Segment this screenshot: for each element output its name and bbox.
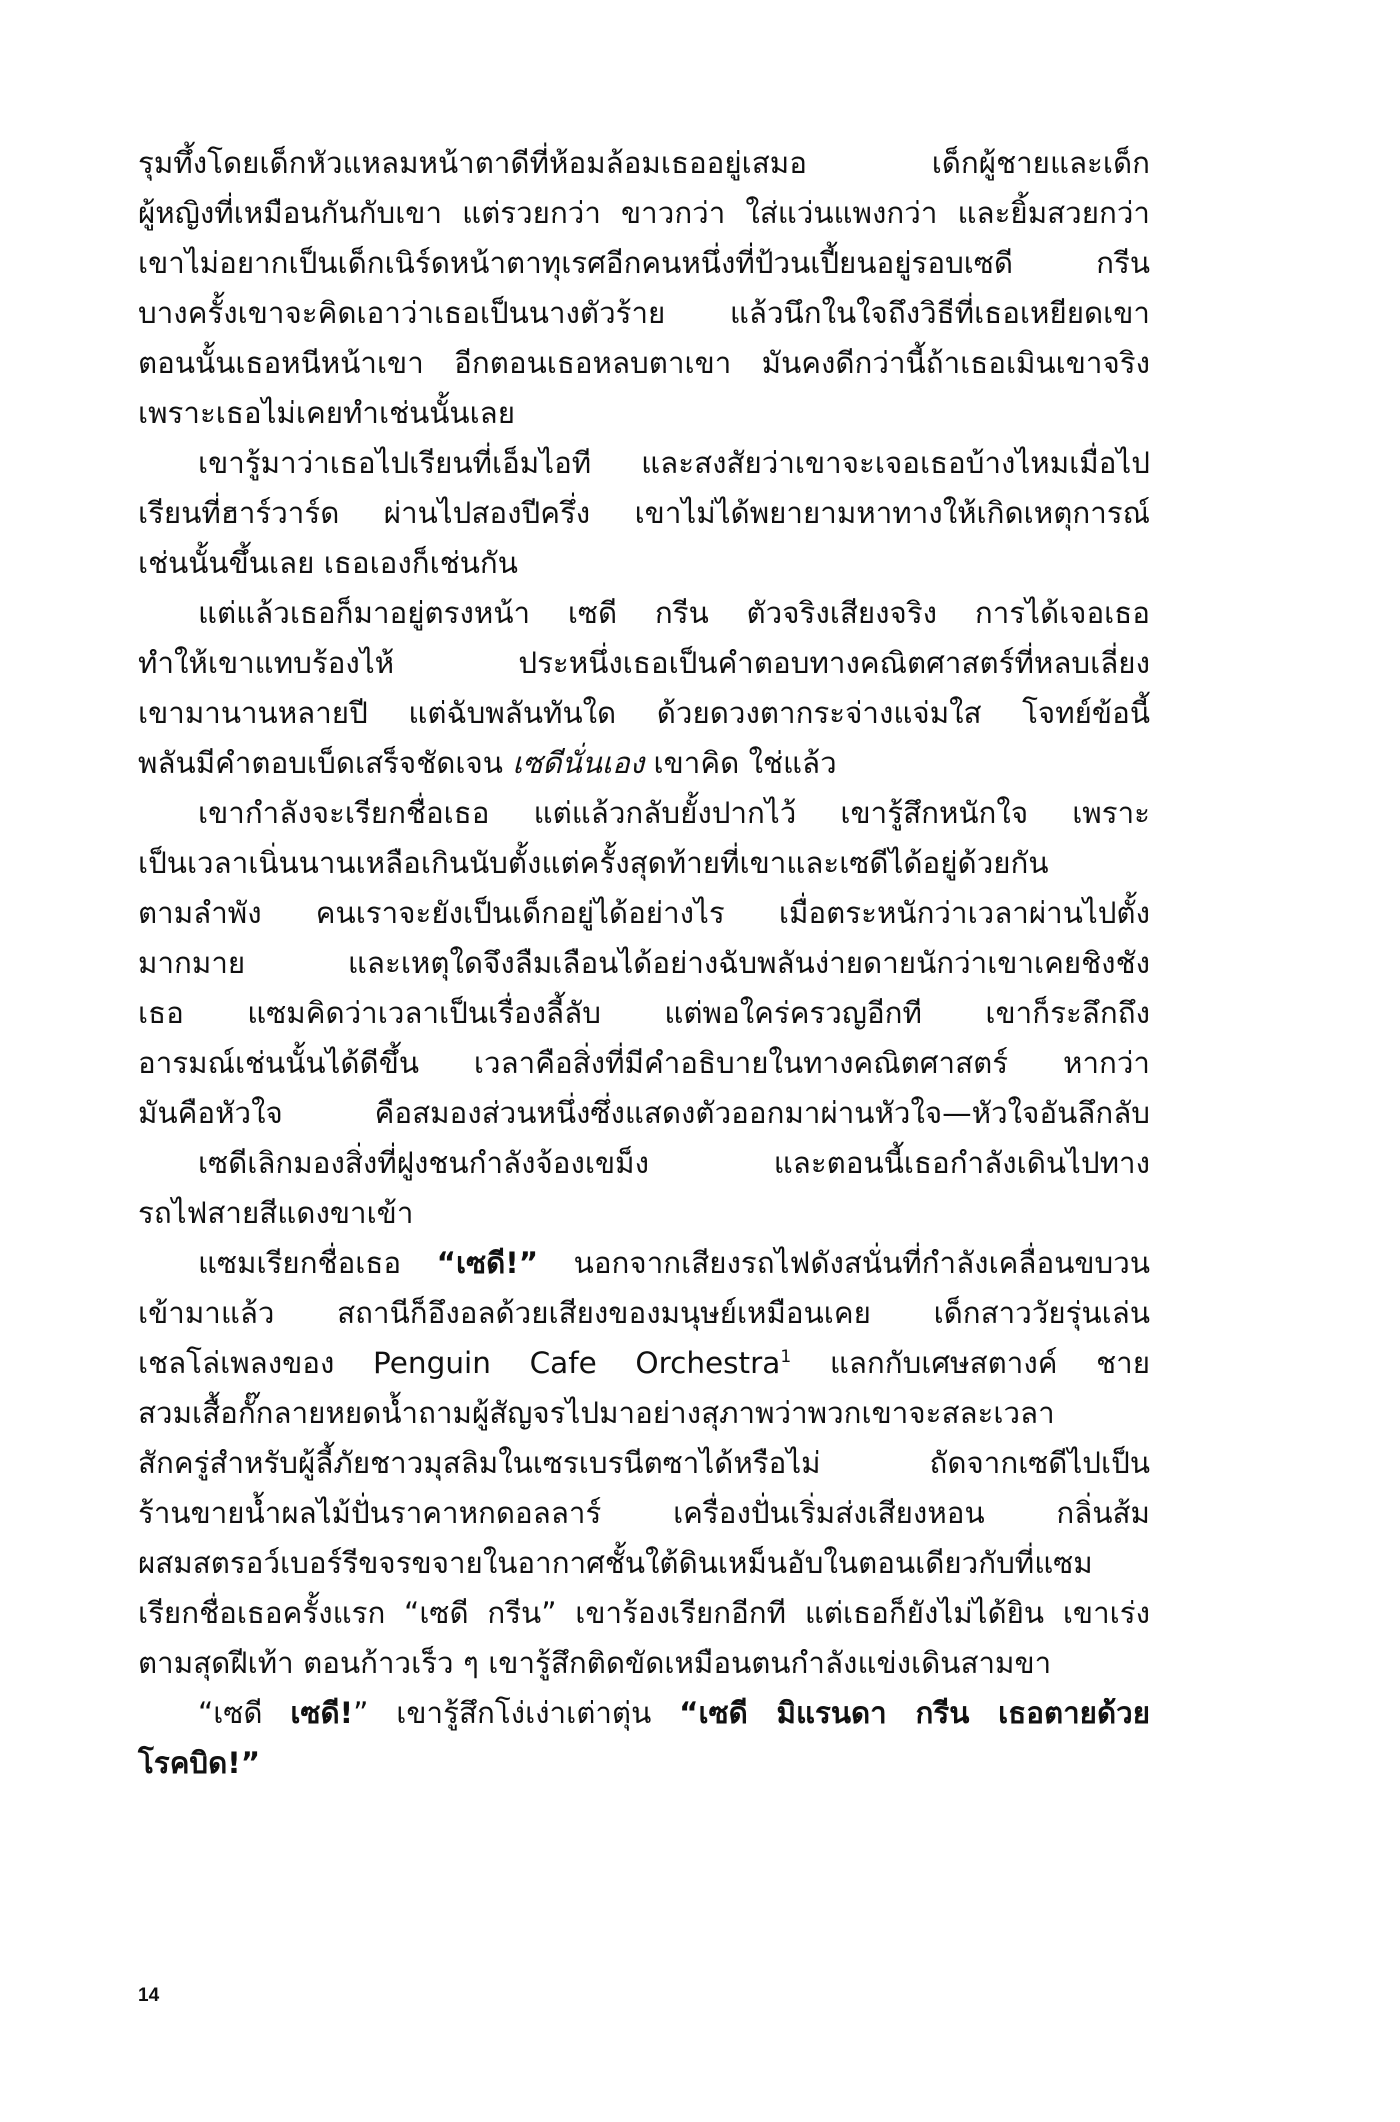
text-line: ผสมสตรอว์เบอร์รีขจรขจายในอากาศชั้นใต้ดินเหม็นอับในตอนเดียวกับที่แซม [138,1546,1093,1580]
footnote-marker: 1 [780,1347,792,1368]
text-segment: นอกจากเสียงรถไฟดังสนั่นที่กำลังเคลื่อนขบวน [573,1246,1150,1280]
text-line: รถไฟสายสีแดงขาเข้า [138,1196,414,1230]
text-line: สวมเสื้อกั๊กลายหยดน้ำถามผู้สัญจรไปมาอย่างสุภาพว่าพวกเขาจะสละเวลา [138,1396,1055,1430]
paragraph-start-line: เขารู้มาว่าเธอไปเรียนที่เอ็มไอที และสงสัยว่าเขาจะเจอเธอบ้างไหมเมื่อไป [198,446,1150,480]
bold-shout: “เซดี!” [436,1246,539,1280]
text-line: เข้ามาแล้ว สถานีก็อึงอลด้วยเสียงของมนุษย์เหมือนเคย เด็กสาววัยรุ่นเล่น [138,1296,1150,1330]
text-line: ตามลำพัง คนเราจะยังเป็นเด็กอยู่ได้อย่างไร เมื่อตระหนักว่าเวลาผ่านไปตั้ง [138,896,1150,930]
text-segment: แลกกับเศษสตางค์ ชาย [829,1346,1150,1380]
text-line [138,738,1150,788]
text-line: เรียนที่ฮาร์วาร์ด ผ่านไปสองปีครึ่ง เขาไม่ได้พยายามหาทางให้เกิดเหตุการณ์ [138,496,1150,530]
paragraph-start-line [138,1238,1150,1288]
text-segment: เขาคิด ใช่แล้ว [653,746,837,780]
text-line: เป็นเวลาเนิ่นนานเหลือเกินนับตั้งแต่ครั้งสุดท้ายที่เขาและเซดีได้อยู่ด้วยกัน [138,846,1049,880]
text-line [138,1338,1150,1388]
text-line: เรียกชื่อเธอครั้งแรก “เซดี กรีน” เขาร้องเรียกอีกที แต่เธอก็ยังไม่ได้ยิน เขาเร่ง [138,1596,1150,1630]
text-line: ทำให้เขาแทบร้องไห้ ประหนึ่งเธอเป็นคำตอบทางคณิตศาสตร์ที่หลบเลี่ยง [138,646,1150,680]
text-segment: “เซดี [198,1696,263,1730]
text-line: รุมทึ้งโดยเด็กหัวแหลมหน้าตาดีที่ห้อมล้อมเธออยู่เสมอ เด็กผู้ชายและเด็ก [138,146,1150,180]
text-line: เช่นนั้นขึ้นเลย เธอเองก็เช่นกัน [138,546,518,580]
text-segment: ” เขารู้สึกโง่เง่าเต่าตุ่น [353,1696,652,1730]
paragraph-start-line: เซดีเลิกมองสิ่งที่ฝูงชนกำลังจ้องเขม็ง และตอนนี้เธอกำลังเดินไปทาง [198,1146,1150,1180]
text-line: ตามสุดฝีเท้า ตอนก้าวเร็ว ๆ เขารู้สึกติดขัดเหมือนตนกำลังแข่งเดินสามขา [138,1646,1052,1680]
page-number: 14 [138,1985,160,2006]
text-line: ผู้หญิงที่เหมือนกันกับเขา แต่รวยกว่า ขาวกว่า ใส่แว่นแพงกว่า และยิ้มสวยกว่า [138,196,1150,230]
text-line: บางครั้งเขาจะคิดเอาว่าเธอเป็นนางตัวร้าย แล้วนึกในใจถึงวิธีที่เธอเหยียดเขา [138,296,1150,330]
text-line: อารมณ์เช่นนั้นได้ดีขึ้น เวลาคือสิ่งที่มีคำอธิบายในทางคณิตศาสตร์ หากว่า [138,1046,1150,1080]
text-line: เขามานานหลายปี แต่ฉับพลันทันใด ด้วยดวงตากระจ่างแจ่มใส โจทย์ข้อนี้ [138,696,1150,730]
text-segment: เชลโล่เพลงของ Penguin Cafe Orchestra [138,1346,781,1380]
text-line: ร้านขายน้ำผลไม้ปั่นราคาหกดอลลาร์ เครื่องปั่นเริ่มส่งเสียงหอน กลิ่นส้ม [138,1496,1150,1530]
paragraph-start-line: เขากำลังจะเรียกชื่อเธอ แต่แล้วกลับยั้งปากไว้ เขารู้สึกหนักใจ เพราะ [198,796,1150,830]
text-segment: แซมเรียกชื่อเธอ [198,1246,402,1280]
paragraph-start-line: แต่แล้วเธอก็มาอยู่ตรงหน้า เซดี กรีน ตัวจริงเสียงจริง การได้เจอเธอ [198,596,1150,630]
text-line: มากมาย และเหตุใดจึงลืมเลือนได้อย่างฉับพลันง่ายดายนักว่าเขาเคยชิงชัง [138,946,1150,980]
text-line: ตอนนั้นเธอหนีหน้าเขา อีกตอนเธอหลบตาเขา มันคงดีกว่านี้ถ้าเธอเมินเขาจริง [138,346,1150,380]
text-line: เขาไม่อยากเป็นเด็กเนิร์ดหน้าตาทุเรศอีกคนหนึ่งที่ป้วนเปี้ยนอยู่รอบเซดี กรีน [138,246,1150,280]
paragraph-start-line [138,1688,1150,1738]
bold-shout: เซดี! [290,1696,354,1730]
text-segment: พลันมีคำตอบเบ็ดเสร็จชัดเจน [138,746,503,780]
text-line: เธอ แซมคิดว่าเวลาเป็นเรื่องลี้ลับ แต่พอใคร่ครวญอีกที เขาก็ระลึกถึง [138,996,1150,1030]
text-line: เพราะเธอไม่เคยทำเช่นนั้นเลย [138,396,516,430]
text-line: โรคบิด!” [138,1746,261,1780]
text-line: มันคือหัวใจ คือสมองส่วนหนึ่งซึ่งแสดงตัวออกมาผ่านหัวใจ—หัวใจอันลึกลับ [138,1096,1150,1130]
bold-shout: “เซดี มิแรนดา กรีน เธอตายด้วย [679,1696,1150,1730]
page-body [138,138,1150,1788]
italic-phrase: เซดีนั่นเอง [512,746,645,780]
text-line: สักครู่สำหรับผู้ลี้ภัยชาวมุสลิมในเซรเบรนีตซาได้หรือไม่ ถัดจากเซดีไปเป็น [138,1446,1150,1480]
